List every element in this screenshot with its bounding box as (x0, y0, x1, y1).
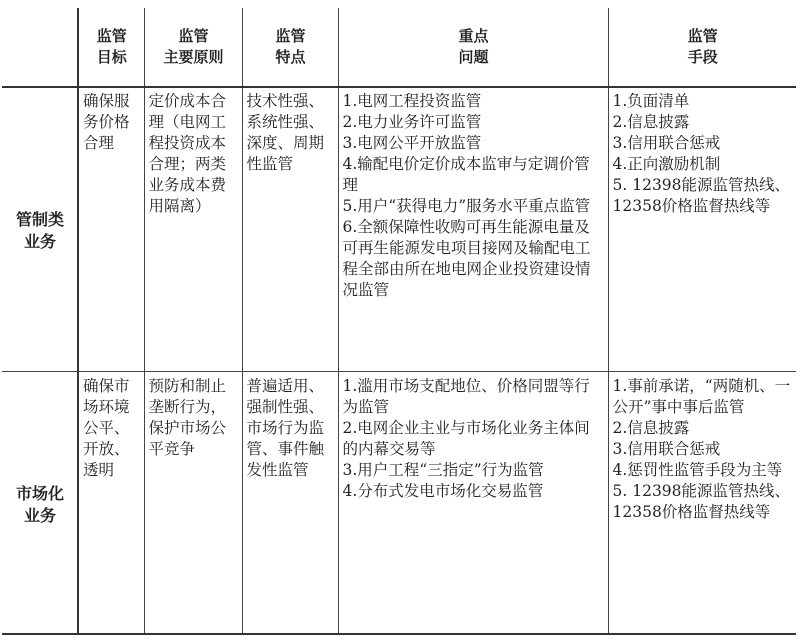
header-row (2, 8, 796, 87)
means-item: 5. 12398能源监管热线、12358价格监督热线等 (612, 482, 791, 521)
cell-issues (338, 372, 608, 635)
header-principle-line1: 监管 (178, 27, 209, 45)
means-item: 2.信息披露 (612, 113, 690, 131)
header-goal-line2: 目标 (96, 48, 127, 66)
issue-item: 2.电力业务许可监管 (342, 113, 482, 131)
table-row (2, 372, 796, 635)
row-category-line2: 业务 (23, 505, 56, 525)
header-feature (242, 8, 338, 87)
issue-item: 6.全额保障性收购可再生能源电量及可再生能源发电项目接网及输配电工程全部由所在地电网企业投资建设情况监管 (342, 218, 591, 299)
issue-item: 1.电网工程投资监管 (342, 92, 482, 110)
issue-item: 3.用户工程“三指定”行为监管 (342, 461, 544, 479)
cell-principle: 预防和制止垄断行为，保护市场公平竞争 (144, 372, 242, 635)
issue-item: 4.输配电价定价成本监审与定调价管理 (342, 155, 590, 194)
header-feature-line1: 监管 (275, 27, 306, 45)
cell-means (608, 87, 796, 372)
issue-item: 1.滥用市场支配地位、价格同盟等行为监管 (342, 377, 590, 416)
header-issues-line2: 问题 (458, 48, 489, 66)
row-category (2, 372, 78, 635)
cell-means (608, 372, 796, 635)
means-item: 4.正向激励机制 (612, 155, 721, 173)
cell-issues (338, 87, 608, 372)
header-means-line1: 监管 (687, 27, 718, 45)
header-feature-line2: 特点 (275, 48, 306, 66)
cell-goal: 确保服务价格合理 (78, 87, 144, 372)
table-row (2, 87, 796, 372)
cell-feature: 技术性强、系统性强、深度、周期性监管 (242, 87, 338, 372)
cell-principle: 定价成本合理（电网工程投资成本合理；两类业务成本费用隔离） (144, 87, 242, 372)
header-principle-line2: 主要原则 (163, 48, 224, 66)
header-goal (78, 8, 144, 87)
row-category-line1: 管制类 (15, 210, 64, 229)
header-means-line2: 手段 (687, 48, 718, 66)
issue-item: 4.分布式发电市场化交易监管 (342, 482, 544, 500)
cell-feature: 普遍适用、强制性强、市场行为监管、事件触发性监管 (242, 372, 338, 635)
row-category-line2: 业务 (23, 232, 56, 251)
header-issues-line1: 重点 (458, 27, 489, 45)
means-item: 1.负面清单 (612, 92, 690, 110)
header-means (608, 8, 796, 87)
means-item: 5. 12398能源监管热线、12358价格监督热线等 (612, 176, 791, 215)
row-category (2, 87, 78, 372)
issue-item: 3.电网公平开放监管 (342, 134, 482, 152)
cell-goal: 确保市场环境公平、开放、透明 (78, 372, 144, 635)
header-goal-line1: 监管 (96, 27, 127, 45)
header-issues (338, 8, 608, 87)
regulation-table (2, 8, 796, 635)
header-principle (144, 8, 242, 87)
means-item: 3.信用联合惩戒 (612, 440, 721, 458)
means-item: 2.信息披露 (612, 419, 690, 437)
row-category-line1: 市场化 (15, 483, 64, 503)
means-item: 3.信用联合惩戒 (612, 134, 721, 152)
means-item: 1.事前承诺，“两随机、一公开”事中事后监管 (612, 377, 791, 416)
issue-item: 2.电网企业主业与市场化业务主体间的内幕交易等 (342, 419, 590, 458)
issue-item: 5.用户“获得电力”服务水平重点监管 (342, 197, 591, 215)
header-corner (2, 8, 78, 87)
means-item: 4.惩罚性监管手段为主等 (612, 461, 783, 479)
